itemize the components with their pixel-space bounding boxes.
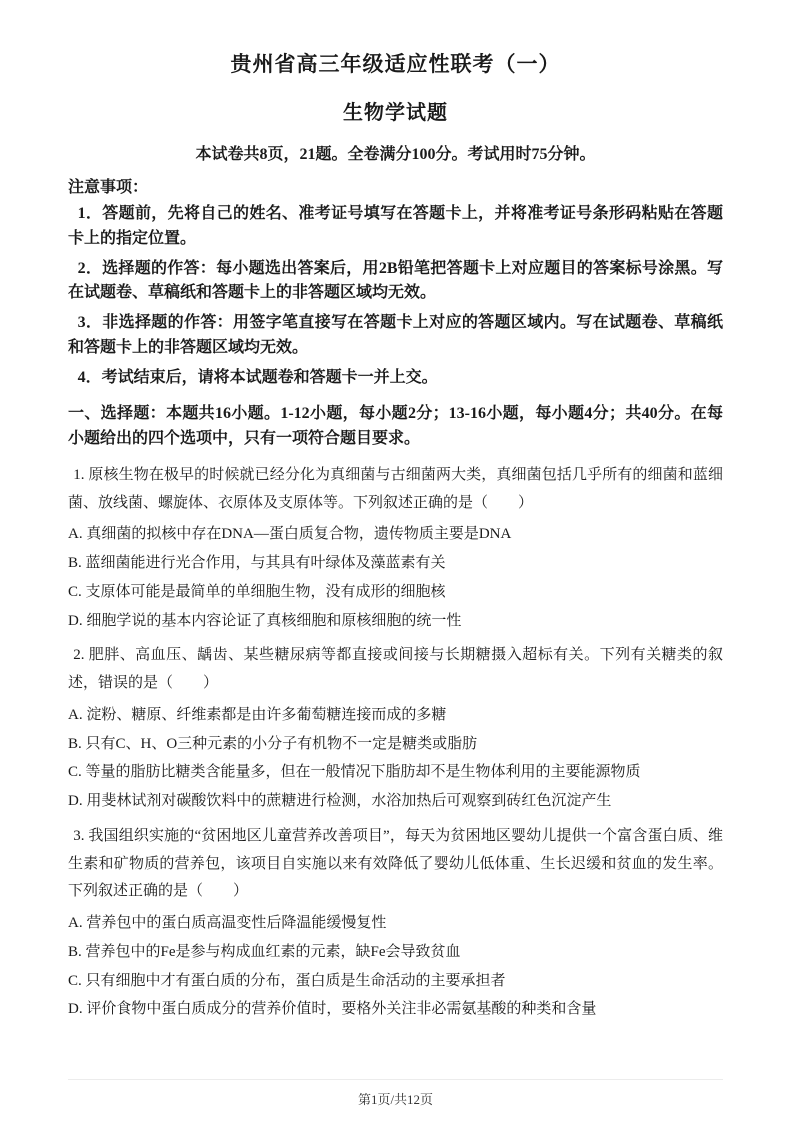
question-1 (68, 462, 723, 633)
question-3-option-a: A. 营养包中的蛋白质高温变性后降温能缓慢复性 (68, 915, 387, 932)
page-footer (68, 1079, 723, 1108)
notice-item-3: 3．非选择题的作答：用签字笔直接写在答题卡上对应的答题区域内。写在试题卷、草稿纸和答题卡上的非答题区域均无效。 (68, 314, 723, 356)
question-2-option-d: D. 用斐林试剂对碳酸饮料中的蔗糖进行检测，水浴加热后可观察到砖红色沉淀产生 (68, 793, 612, 810)
question-1-option-a: A. 真细菌的拟核中存在DNA—蛋白质复合物，遗传物质主要是DNA (68, 526, 512, 543)
section-heading: 一、选择题：本题共16小题。1-12小题，每小题2分；13-16小题，每小题4分；共40分。在每小题给出的四个选项中，只有一项符合题目要求。 (68, 404, 723, 448)
question-3-option-b: B. 营养包中的Fe是参与构成血红素的元素，缺Fe会导致贫血 (68, 943, 461, 960)
exam-subtitle: 生物学试题 (343, 102, 448, 124)
page-number: 第1页/共12页 (357, 1092, 434, 1107)
notice-item-2: 2．选择题的作答：每小题选出答案后，用2B铅笔把答题卡上对应题目的答案标号涂黑。写在试题卷、草稿纸和答题卡上的非答题区域均无效。 (68, 259, 723, 302)
question-1-stem: 1. 原核生物在极早的时候就已经分化为真细菌与古细菌两大类，真细菌包括几乎所有的细菌和蓝细菌、放线菌、螺旋体、衣原体及支原体等。下列叙述正确的是（ ） (68, 466, 723, 511)
notice-item-4: 4．考试结束后，请将本试题卷和答题卡一并上交。 (77, 368, 438, 386)
question-2-option-c: C. 等量的脂肪比糖类含能量多，但在一般情况下脂肪却不是生物体利用的主要能源物质 (68, 764, 641, 781)
question-1-option-c: C. 支原体可能是最简单的单细胞生物，没有成形的细胞核 (68, 583, 446, 600)
question-3-option-d: D. 评价食物中蛋白质成分的营养价值时，要格外关注非必需氨基酸的种类和含量 (68, 1001, 597, 1018)
question-3 (68, 823, 723, 1021)
question-2-option-b: B. 只有C、H、O三种元素的小分子有机物不一定是糖类或脂肪 (68, 735, 478, 752)
exam-title: 贵州省高三年级适应性联考（一） (230, 52, 561, 76)
exam-info-line: 本试卷共8页，21题。全卷满分100分。考试用时75分钟。 (195, 146, 596, 163)
notice-heading: 注意事项： (68, 179, 149, 196)
question-1-option-d: D. 细胞学说的基本内容论证了真核细胞和原核细胞的统一性 (68, 612, 462, 629)
question-1-option-b: B. 蓝细菌能进行光合作用，与其具有叶绿体及藻蓝素有关 (68, 555, 446, 572)
question-2 (68, 642, 723, 813)
notice-item-1: 1．答题前，先将自己的姓名、准考证号填写在答题卡上，并将准考证号条形码粘贴在答题卡上的指定位置。 (68, 205, 723, 247)
question-2-stem: 2. 肥胖、高血压、龋齿、某些糖尿病等都直接或间接与长期糖摄入超标有关。下列有关糖类的叙述，错误的是（ ） (68, 647, 723, 692)
question-3-option-c: C. 只有细胞中才有蛋白质的分布，蛋白质是生命活动的主要承担者 (68, 972, 506, 989)
question-3-stem: 3. 我国组织实施的“贫困地区儿童营养改善项目”，每天为贫困地区婴幼儿提供一个富含蛋白质、维生素和矿物质的营养包，该项目自实施以来有效降低了婴幼儿低体重、生长迟缓和贫血的发生率。下列叙述正确的是（ ） (68, 827, 723, 900)
question-2-option-a: A. 淀粉、糖原、纤维素都是由许多葡萄糖连接而成的多糖 (68, 706, 447, 723)
